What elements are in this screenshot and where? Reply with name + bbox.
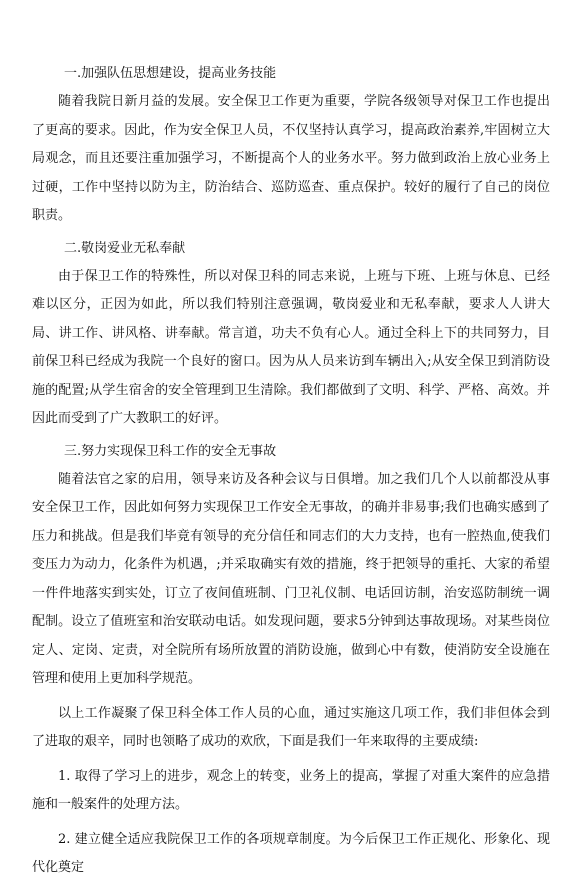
section-3-body: 随着法官之家的启用，领导来访及各种会议与日俱增。加之我们几个人以前都没从事安全保卫工作，因此如何努力实现保卫工作安全无事故，的确并非易事;我们也确实感到了压力和挑战。但是我们毕竟有领导的充分信任和同志们的大力支持，也有一腔热血,使我们变压力为动力，化条件为机遇，;并采取确实有效的措施，终于把领导的重托、大家的希望一件件地落实到实处，订立了夜间值班制、门卫礼仪制、电话回访制，治安巡防制统一调配制。设立了值班室和治安联动电话。如发现问题，要求5分钟到达事故现场。对某些岗位定人、定岗、定责，对全院所有场所放置的消防设施，做到心中有数，使消防安全设施在管理和使用上更加科学规范。 bbox=[32, 471, 550, 686]
section-3-heading: 三.努力实现保卫科工作的安全无事故 bbox=[64, 443, 277, 459]
section-1-heading: 一.加强队伍思想建设，提高业务技能 bbox=[64, 66, 277, 81]
section-2-heading: 二.敬岗爱业无私奉献 bbox=[64, 240, 186, 256]
achievement-item-1: 1. 取得了学习上的进步，观念上的转变，业务上的提高，掌握了对重大案件的应急措施和一般案件的处理方法。 bbox=[32, 768, 550, 812]
achievement-item-2: 2. 建立健全适应我院保卫工作的各项规章制度。为今后保卫工作正规化、形象化、现代化奠定 bbox=[32, 831, 550, 875]
section-1-body: 随着我院日新月益的发展。安全保卫工作更为重要，学院各级领导对保卫工作也提出了更高的要求。因此，作为安全保卫人员，不仅坚持认真学习，提高政治素养,牢固树立大局观念，而且还要注重加强学习，不断提高个人的业务水平。努力做到政治上放心业务上过硬，工作中坚持以防为主，防治结合、巡防巡查、重点保护。较好的履行了自己的岗位职责。 bbox=[32, 94, 550, 223]
section-2-body: 由于保卫工作的特殊性，所以对保卫科的同志来说，上班与下班、上班与休息、已经难以区分，正因为如此，所以我们特别注意强调，敬岗爱业和无私奉献，要求人人讲大局、讲工作、讲风格、讲奉献。常言道，功夫不负有心人。通过全科上下的共同努力，目前保卫科已经成为我院一个良好的窗口。因为从人员来访到车辆出入;从安全保卫到消防设施的配置;从学生宿舍的安全管理到卫生清除。我们都做到了文明、科学、严格、高效。并因此而受到了广大教职工的好评。 bbox=[32, 268, 550, 426]
summary-paragraph: 以上工作凝聚了保卫科全体工作人员的心血，通过实施这几项工作，我们非但体会到了进取的艰辛，同时也领略了成功的欢欣，下面是我们一年来取得的主要成绩: bbox=[32, 705, 550, 749]
